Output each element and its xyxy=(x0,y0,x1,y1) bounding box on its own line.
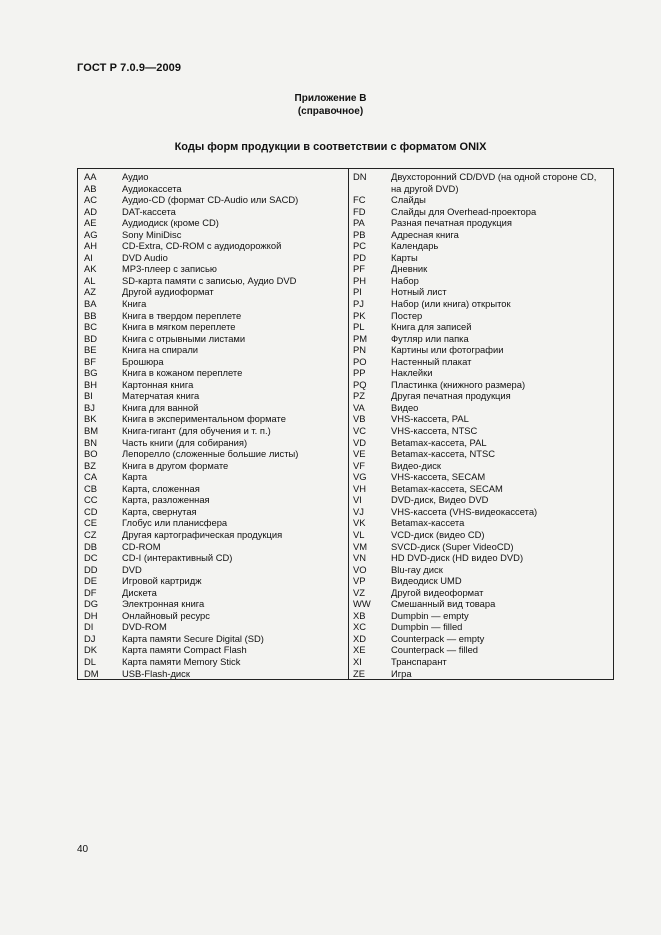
table-row xyxy=(84,656,342,668)
form-description: Другая печатная продукция xyxy=(391,390,511,402)
table-row xyxy=(84,668,342,680)
form-code: BG xyxy=(84,367,98,379)
form-description: HD DVD-диск (HD видео DVD) xyxy=(391,552,524,564)
table-row xyxy=(84,321,342,333)
form-description: Dumpbin — filled xyxy=(391,621,463,633)
table-row xyxy=(353,529,611,541)
form-description: Другой видеоформат xyxy=(391,586,484,598)
form-description: Dumpbin — empty xyxy=(391,609,469,621)
table-row xyxy=(353,541,611,553)
form-description: VCD-диск (видео CD) xyxy=(391,528,485,540)
column-divider xyxy=(348,169,349,679)
table-row xyxy=(84,298,342,310)
table-row xyxy=(353,263,611,275)
form-description: Карта памяти Compact Flash xyxy=(122,644,247,656)
table-row xyxy=(84,252,342,264)
table-row xyxy=(84,506,342,518)
form-code: CD xyxy=(84,505,98,517)
form-code: DD xyxy=(84,563,98,575)
form-description: Другая картографическая продукция xyxy=(122,528,283,540)
form-code: VJ xyxy=(353,505,364,517)
form-code: PJ xyxy=(353,298,364,310)
form-code: VN xyxy=(353,552,367,564)
form-description: VHS-кассета, NTSC xyxy=(391,425,478,437)
table-row xyxy=(84,263,342,275)
form-code: DI xyxy=(84,621,94,633)
form-description: Counterpack — filled xyxy=(391,644,479,656)
table-row xyxy=(84,575,342,587)
form-description: Betamax-кассета, PAL xyxy=(391,436,487,448)
form-code: BE xyxy=(84,344,97,356)
form-description: Пластинка (книжного размера) xyxy=(391,378,526,390)
form-description: Нотный лист xyxy=(391,286,447,298)
form-description: Книга в кожаном переплете xyxy=(122,367,243,379)
form-description: Книга в экспериментальном формате xyxy=(122,413,286,425)
product-form-codes-table xyxy=(77,168,614,680)
form-description: Карта, свернутая xyxy=(122,505,197,517)
form-description: Двухсторонний CD/DVD (на одной стороне CD, xyxy=(391,171,597,182)
table-row xyxy=(353,598,611,610)
form-code: AG xyxy=(84,228,98,240)
form-code: PO xyxy=(353,355,367,367)
form-code: XC xyxy=(353,621,367,633)
form-code: PL xyxy=(353,321,365,333)
table-row xyxy=(84,413,342,425)
form-description: Книга на спирали xyxy=(122,344,199,356)
form-code: VO xyxy=(353,563,367,575)
table-row xyxy=(353,344,611,356)
form-description: Книга-гигант (для обучения и т. п.) xyxy=(122,425,271,437)
form-code: BI xyxy=(84,390,93,402)
form-description: Sony MiniDisc xyxy=(122,228,182,240)
form-description: Матерчатая книга xyxy=(122,390,200,402)
form-code: VE xyxy=(353,448,366,460)
form-code: VG xyxy=(353,471,367,483)
table-row xyxy=(84,425,342,437)
form-code: DK xyxy=(84,644,98,656)
table-row xyxy=(353,310,611,322)
table-row xyxy=(353,379,611,391)
table-row xyxy=(353,633,611,645)
left-column xyxy=(84,171,342,679)
form-description: Онлайновый ресурс xyxy=(122,609,210,621)
form-code: DB xyxy=(84,540,98,552)
form-code: BN xyxy=(84,436,98,448)
form-description: Карты xyxy=(391,251,418,263)
form-description: DVD xyxy=(122,563,142,575)
form-description: DVD-ROM xyxy=(122,621,167,633)
form-description: Набор xyxy=(391,274,419,286)
table-row xyxy=(84,621,342,633)
form-code: BZ xyxy=(84,459,96,471)
table-row xyxy=(84,171,342,183)
form-code: VB xyxy=(353,413,366,425)
table-row xyxy=(353,448,611,460)
form-code: DG xyxy=(84,598,99,610)
table-row xyxy=(84,356,342,368)
form-code: XB xyxy=(353,609,366,621)
table-row xyxy=(84,494,342,506)
appendix-title: Приложение В xyxy=(294,93,367,104)
form-description: на другой DVD) xyxy=(391,182,459,194)
form-description: Набор (или книга) открыток xyxy=(391,298,511,310)
form-code: PZ xyxy=(353,390,365,402)
table-row xyxy=(353,437,611,449)
table-row xyxy=(353,321,611,333)
table-row xyxy=(353,229,611,241)
form-code: AH xyxy=(84,240,98,252)
form-description: Глобус или планисфера xyxy=(122,517,228,529)
form-code: AB xyxy=(84,182,97,194)
table-row xyxy=(353,171,611,183)
document-id: ГОСТ Р 7.0.9—2009 xyxy=(77,62,182,74)
form-description: Книга в твердом переплете xyxy=(122,309,242,321)
form-code: AD xyxy=(84,205,98,217)
form-description: Слайды для Overhead-проектора xyxy=(391,205,537,217)
form-code: VL xyxy=(353,528,365,540)
form-description: VHS-кассета (VHS-видеокассета) xyxy=(391,505,538,517)
form-code: FD xyxy=(353,205,366,217)
table-row xyxy=(353,425,611,437)
form-description: CD-ROM xyxy=(122,540,161,552)
form-code: BJ xyxy=(84,401,95,413)
form-code: BC xyxy=(84,321,98,333)
form-description: Транспарант xyxy=(391,655,447,667)
form-code: AE xyxy=(84,217,97,229)
form-code: BF xyxy=(84,355,96,367)
table-row xyxy=(84,344,342,356)
table-row xyxy=(353,194,611,206)
table-row xyxy=(84,229,342,241)
form-code: BO xyxy=(84,448,98,460)
form-description: MP3-плеер с записью xyxy=(122,263,217,275)
form-description: Книга xyxy=(122,298,147,310)
table-row xyxy=(84,483,342,495)
form-code: CB xyxy=(84,482,98,494)
table-row xyxy=(353,460,611,472)
form-description: USB-Flash-диск xyxy=(122,667,190,679)
form-code: PC xyxy=(353,240,367,252)
table-row xyxy=(84,437,342,449)
form-code: PI xyxy=(353,286,362,298)
form-code: AK xyxy=(84,263,97,275)
table-row xyxy=(84,379,342,391)
form-code: DJ xyxy=(84,632,96,644)
form-code: CE xyxy=(84,517,98,529)
table-row xyxy=(353,183,611,195)
form-code: DC xyxy=(84,552,98,564)
form-code: BH xyxy=(84,378,98,390)
table-row xyxy=(353,206,611,218)
table-row xyxy=(353,552,611,564)
table-row xyxy=(353,390,611,402)
table-row xyxy=(84,402,342,414)
form-description: CD-Extra, CD-ROM с аудиодорожкой xyxy=(122,240,282,252)
table-row xyxy=(84,206,342,218)
form-description: Смешанный вид товара xyxy=(391,598,496,610)
form-code: BM xyxy=(84,425,99,437)
form-code: BD xyxy=(84,332,98,344)
form-code: AL xyxy=(84,274,96,286)
form-code: PA xyxy=(353,217,365,229)
form-code: BA xyxy=(84,298,97,310)
form-code: DE xyxy=(84,575,98,587)
form-code: PP xyxy=(353,367,366,379)
form-description: DVD Audio xyxy=(122,251,168,263)
table-row xyxy=(353,587,611,599)
table-row xyxy=(84,644,342,656)
table-row xyxy=(353,575,611,587)
form-code: VK xyxy=(353,517,366,529)
form-code: CC xyxy=(84,494,98,506)
table-row xyxy=(353,252,611,264)
form-code: PH xyxy=(353,274,367,286)
form-description: Брошюра xyxy=(122,355,164,367)
form-code: DM xyxy=(84,667,99,679)
table-row xyxy=(353,564,611,576)
table-row xyxy=(353,506,611,518)
form-description: Карта xyxy=(122,471,148,483)
table-row xyxy=(84,390,342,402)
form-description: Другой аудиоформат xyxy=(122,286,214,298)
form-description: Игра xyxy=(391,667,412,679)
table-row xyxy=(353,298,611,310)
form-description: Картонная книга xyxy=(122,378,194,390)
table-row xyxy=(84,529,342,541)
form-description: Адресная книга xyxy=(391,228,459,240)
table-row xyxy=(84,333,342,345)
table-row xyxy=(84,598,342,610)
table-row xyxy=(353,517,611,529)
form-description: Постер xyxy=(391,309,423,321)
table-row xyxy=(84,460,342,472)
table-row xyxy=(353,471,611,483)
form-code: VI xyxy=(353,494,362,506)
table-row xyxy=(84,240,342,252)
form-description: Футляр или папка xyxy=(391,332,469,344)
form-code: XD xyxy=(353,632,367,644)
form-description: Betamax-кассета xyxy=(391,517,465,529)
form-code: PQ xyxy=(353,378,367,390)
table-row xyxy=(84,217,342,229)
form-description: Игровой картридж xyxy=(122,575,202,587)
table-row xyxy=(353,656,611,668)
table-row xyxy=(84,275,342,287)
table-row xyxy=(353,286,611,298)
table-row xyxy=(353,333,611,345)
form-code: VH xyxy=(353,482,367,494)
form-code: PM xyxy=(353,332,368,344)
form-code: DL xyxy=(84,655,96,667)
form-code: PB xyxy=(353,228,366,240)
form-code: FC xyxy=(353,194,366,206)
form-code: VP xyxy=(353,575,366,587)
form-description: Лепорелло (сложенные большие листы) xyxy=(122,448,299,460)
right-column xyxy=(353,171,611,679)
form-description: DVD-диск, Видео DVD xyxy=(391,494,489,506)
table-row xyxy=(84,564,342,576)
form-code: VC xyxy=(353,425,367,437)
form-code: BB xyxy=(84,309,97,321)
form-description: Видео xyxy=(391,401,419,413)
table-row xyxy=(84,448,342,460)
form-code: DH xyxy=(84,609,98,621)
form-description: Аудиодиск (кроме CD) xyxy=(122,217,219,229)
table-row xyxy=(84,610,342,622)
form-code: AA xyxy=(84,171,97,182)
table-row xyxy=(84,367,342,379)
form-description: Настенный плакат xyxy=(391,355,472,367)
form-description: Электронная книга xyxy=(122,598,205,610)
form-description: Разная печатная продукция xyxy=(391,217,512,229)
form-code: PF xyxy=(353,263,365,275)
table-row xyxy=(353,494,611,506)
table-row xyxy=(84,517,342,529)
table-row xyxy=(353,367,611,379)
form-description: Карта памяти Memory Stick xyxy=(122,655,241,667)
form-description: Видеодиск UMD xyxy=(391,575,462,587)
table-row xyxy=(353,483,611,495)
form-description: Часть книги (для собирания) xyxy=(122,436,248,448)
table-row xyxy=(84,541,342,553)
form-description: Книга в мягком переплете xyxy=(122,321,236,333)
form-code: CZ xyxy=(84,528,97,540)
form-description: SD-карта памяти с записью, Аудио DVD xyxy=(122,274,297,286)
form-code: PN xyxy=(353,344,367,356)
form-code: VM xyxy=(353,540,368,552)
form-code: VD xyxy=(353,436,367,448)
form-description: Аудиокассета xyxy=(122,182,182,194)
form-code: DN xyxy=(353,171,367,182)
form-code: AZ xyxy=(84,286,96,298)
form-code: VZ xyxy=(353,586,365,598)
form-code: AC xyxy=(84,194,98,206)
form-description: DAT-кассета xyxy=(122,205,176,217)
form-description: CD-I (интерактивный CD) xyxy=(122,552,233,564)
form-description: Книга с отрывными листами xyxy=(122,332,246,344)
form-description: Betamax-кассета, SECAM xyxy=(391,482,503,494)
table-row xyxy=(84,286,342,298)
appendix-heading xyxy=(0,92,661,118)
form-description: Книга для ванной xyxy=(122,401,199,413)
form-description: Видео-диск xyxy=(391,459,442,471)
form-code xyxy=(353,183,391,195)
form-description: SVCD-диск (Super VideoCD) xyxy=(391,540,514,552)
appendix-subtitle: (справочное) xyxy=(297,106,364,117)
table-row xyxy=(84,194,342,206)
form-description: Карта, сложенная xyxy=(122,482,200,494)
table-row xyxy=(84,310,342,322)
table-row xyxy=(353,668,611,680)
form-description: Blu-ray диск xyxy=(391,563,443,575)
form-code: DF xyxy=(84,586,97,598)
form-description: Картины или фотографии xyxy=(391,344,504,356)
table-row xyxy=(353,240,611,252)
form-code: ZE xyxy=(353,667,365,679)
form-description: Слайды xyxy=(391,194,426,206)
form-description: Карта, разложенная xyxy=(122,494,210,506)
form-code: VA xyxy=(353,401,365,413)
form-code: AI xyxy=(84,251,93,263)
form-description: Книга в другом формате xyxy=(122,459,229,471)
form-code: WW xyxy=(353,598,371,610)
form-description: Карта памяти Secure Digital (SD) xyxy=(122,632,264,644)
table-row xyxy=(353,413,611,425)
form-code: XI xyxy=(353,655,362,667)
form-description: Аудио-CD (формат CD-Audio или SACD) xyxy=(122,194,299,206)
table-row xyxy=(353,610,611,622)
form-description: Дискета xyxy=(122,586,157,598)
form-code: VF xyxy=(353,459,365,471)
form-description: VHS-кассета, PAL xyxy=(391,413,469,425)
form-code: XE xyxy=(353,644,366,656)
table-row xyxy=(353,217,611,229)
form-description: VHS-кассета, SECAM xyxy=(391,471,486,483)
form-code: BK xyxy=(84,413,97,425)
form-description: Книга для записей xyxy=(391,321,472,333)
form-description: Counterpack — empty xyxy=(391,632,485,644)
table-row xyxy=(353,621,611,633)
form-description: Аудио xyxy=(122,171,149,182)
table-row xyxy=(84,633,342,645)
page-number: 40 xyxy=(77,844,89,855)
table-row xyxy=(84,471,342,483)
table-row xyxy=(84,183,342,195)
form-description: Календарь xyxy=(391,240,439,252)
table-row xyxy=(353,275,611,287)
table-row xyxy=(84,587,342,599)
form-description: Дневник xyxy=(391,263,428,275)
table-title: Коды форм продукции в соответствии с форматом ONIX xyxy=(174,141,487,153)
form-code: PK xyxy=(353,309,366,321)
form-description: Betamax-кассета, NTSC xyxy=(391,448,496,460)
table-row xyxy=(84,552,342,564)
table-row xyxy=(353,402,611,414)
table-row xyxy=(353,356,611,368)
table-row xyxy=(353,644,611,656)
form-description: Наклейки xyxy=(391,367,433,379)
form-code: CA xyxy=(84,471,98,483)
form-code: PD xyxy=(353,251,367,263)
